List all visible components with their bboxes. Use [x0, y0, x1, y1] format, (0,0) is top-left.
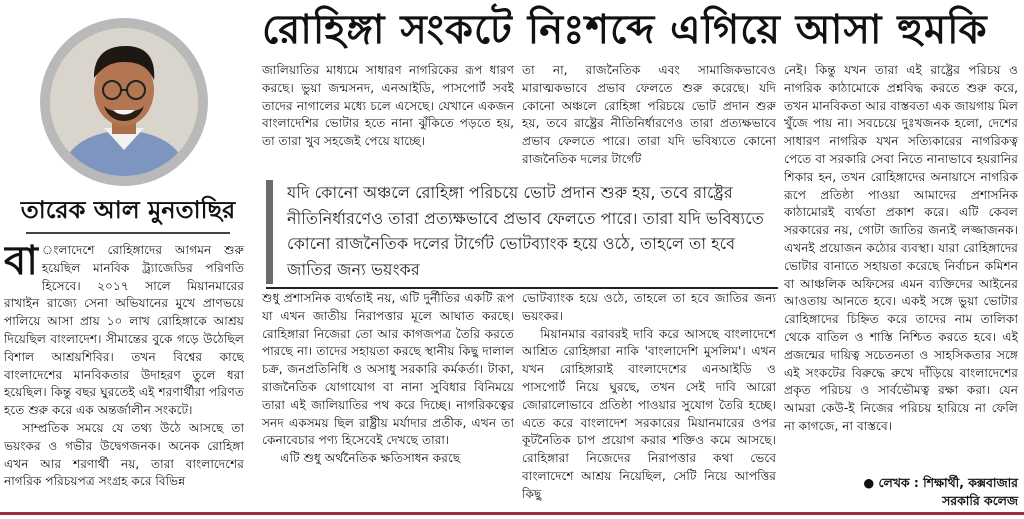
byline — [784, 474, 1018, 510]
column-1 — [4, 242, 244, 510]
column-2 — [262, 62, 514, 178]
column-4-paragraph-1: নেই। কিন্তু যখন তারা এই রাষ্ট্রের পরিচয় ও নাগরিক কাঠামোকে প্রশ্নবিদ্ধ করতে শুরু করে, তখন মানবিকতা আর বাস্তবতা এক জায়গায় মিল খুঁজে পায় না। সবচেয়ে দুঃখজনক হলো, দেশের সাধারণ নাগরিক যখন সত্যিকারের নাগরিকত্ব পেতে বা সরকারি সেবা নিতে নানাভাবে হয়রানির শিকার হন, তখন রোহিঙ্গাদের অনায়াসে নাগরিক রূপে প্রতিষ্ঠা পাওয়া আমাদের প্রশাসনিক কাঠামোরই ব্যর্থতা প্রকাশ করে। এটি কেবল সরকারের নয়, গোটা জাতির জন্যই লজ্জাজনক। এখনই প্রয়োজন কঠোর ব্যবস্থা। যারা রোহিঙ্গাদের ভোটার বানাতে সহায়তা করেছে নির্বাচন কমিশন বা আঞ্চলিক অফিসের এমন ব্যক্তিদের আইনের আওতায় আনতে হবে। একই সঙ্গে ভুয়া ভোটার রোহিঙ্গাদের চিহ্নিত করে তাদের নাম তালিকা থেকে বাতিল ও শাস্তি নিশ্চিত করতে হবে। এই প্রজন্মের দায়িত্ব সচেতনতা ও সাহসিকতার সঙ্গে এই সংকটের বিরুদ্ধে রুখে দাঁড়িয়ে বাংলাদেশের প্রকৃত পরিচয় ও সার্বভৌমত্ব রক্ষা করা। যেন আমরা কেউ-ই নিজের পরিচয় হারিয়ে না ফেলি না কাগজে, না বাস্তবে। — [784, 63, 1018, 433]
headline: রোহিঙ্গা সংকটে নিঃশব্দে এগিয়ে আসা হুমকি — [262, 7, 988, 53]
column-3-paragraph-3: মিয়ানমার বরাবরই দাবি করে আসছে বাংলাদেশে আশ্রিত রোহিঙ্গারা নাকি 'বাংলাদেশি মুসলিম'। এখন যখন রোহিঙ্গারাই বাংলাদেশের এনআইডি ও পাসপোর্ট নিয়ে ঘুরছে, তখন সেই দাবি আরো জোরালোভাবে প্রতিষ্ঠা পাওয়ার সুযোগ তৈরি হচ্ছে। এতে করে বাংলাদেশ সরকারের মিয়ানমারের ওপর কূটনৈতিক চাপ প্রয়োগ করার শক্তিও কমে আসছে। রোহিঙ্গারা নিজেদের নিরাপত্তার কথা ভেবে বাংলাদেশে আশ্রয় নিয়েছিল, সেটি নিয়ে আপত্তির কিছু — [522, 326, 776, 501]
column-1-paragraph-1 — [4, 242, 244, 420]
byline-line-1: ● লেখক : শিক্ষার্থী, কক্সবাজার — [863, 475, 1018, 490]
column-3 — [522, 62, 776, 178]
byline-line-2: সরকারি কলেজ — [942, 493, 1018, 508]
pull-quote-divider — [266, 287, 778, 289]
column-2-lower — [262, 290, 514, 510]
author-divider — [26, 232, 230, 234]
column-2-paragraph-1: জালিয়াতির মাধ্যমে সাধারণ নাগরিকের রূপ ধারণ করছে। ভুয়া জন্মসনদ, এনআইডি, পাসপোর্ট সবই তাদের নাগালের মধ্যে চলে এসেছে। যেখানে একজন বাংলাদেশির ভোটার হতে নানা ঝুঁকিতে পড়তে হয়, তা তারা খুব সহজেই পেয়ে যাচ্ছে। — [262, 63, 514, 149]
column-4 — [784, 62, 1018, 472]
author-photo — [50, 28, 198, 176]
column-2-paragraph-2: শুধু প্রশাসনিক ব্যর্থতাই নয়, এটি দুর্নীতির একটি রূপ যা এখন জাতীয় নিরাপত্তার মূলে আঘাত করছে। রোহিঙ্গারা নিজেরা তো আর কাগজপত্র তৈরি করতে পারছে না। তাদের সহায়তা করছে স্থানীয় কিছু দালাল চক্র, জনপ্রতিনিধি ও অসাধু সরকারি কর্মকর্তা। টাকা, রাজনৈতিক যোগাযোগ বা নানা সুবিধার বিনিময়ে তারা এই জালিয়াতির পথ করে দিচ্ছে। নাগরিকত্বের সনদ একসময় ছিল রাষ্ট্রীয় মর্যাদার প্রতীক, এখন তা কেনাবেচার পণ্য হিসেবেই দেখছে তারা। — [262, 291, 514, 448]
column-3-paragraph-2: ভোটব্যাংক হয়ে ওঠে, তাহলে তা হবে জাতির জন্য ভয়ংকর। — [522, 291, 776, 323]
column-1-paragraph-1-text: ংলাদেশে রোহিঙ্গাদের আগমন শুরু হয়েছিল মানবিক ট্র্যাজেডির পরিণতি হিসেবে। ২০১৭ সালে মিয়ানমারের রাখাইন রাজ্যে সেনা অভিযানের মুখে প্রাণভয়ে পালিয়ে আসা প্রায় ১০ লাখ রোহিঙ্গাকে আশ্রয় দিয়েছিল বাংলাদেশ। সীমান্তের বুকে গড়ে উঠেছিল বিশাল আশ্রয়শিবির। তখন বিশ্বের কাছে বাংলাদেশের মানবিকতার উদাহরণ তুলে ধরা হয়েছিল। কিন্তু বছর ঘুরতেই এই শরণার্থীরা পরিণত হতে শুরু করে এক অন্তর্জালীন সংকটে। — [4, 243, 244, 418]
column-1-paragraph-2: সাম্প্রতিক সময়ে যে তথ্য উঠে আসছে তা ভয়ংকর ও গভীর উদ্বেগজনক। অনেক রোহিঙ্গা এখন আর শরণার্থী নয়, তারা বাংলাদেশের নাগরিক পরিচয়পত্র সংগ্রহ করে বিভিন্ন — [4, 420, 244, 489]
column-3-paragraph-1: তা না, রাজনৈতিক এবং সামাজিকভাবেও মারাত্মকভাবে প্রভাব ফেলতে শুরু করেছে। যদি কোনো অঞ্চলে রোহিঙ্গা পরিচয়ে ভোট প্রদান শুরু হয়, তবে রাষ্ট্রের নীতিনির্ধারণেও তারা প্রত্যক্ষভাবে প্রভাব ফেলতে পারে। তারা যদি ভবিষ্যতে কোনো রাজনৈতিক দলের টার্গেট — [522, 63, 776, 166]
column-3-lower — [522, 290, 776, 510]
bottom-accent-rule — [0, 512, 1024, 515]
author-name: তারেক আল মুনতাছির — [20, 196, 236, 224]
pull-quote: যদি কোনো অঞ্চলে রোহিঙ্গা পরিচয়ে ভোট প্রদান শুরু হয়, তবে রাষ্ট্রের নীতিনির্ধারণেও তারা প্রত্যক্ষভাবে প্রভাব ফেলতে পারে। তারা যদি ভবিষ্যতে কোনো রাজনৈতিক দলের টার্গেট ভোটব্যাংক হয়ে ওঠে, তাহলে তা হবে জাতির জন্য ভয়ংকর — [266, 180, 780, 284]
author-portrait-icon — [50, 28, 198, 176]
column-2-paragraph-3: এটি শুধু অর্থনৈতিক ক্ষতিসাধন করছে — [280, 451, 461, 466]
dropcap: বা — [4, 242, 38, 284]
